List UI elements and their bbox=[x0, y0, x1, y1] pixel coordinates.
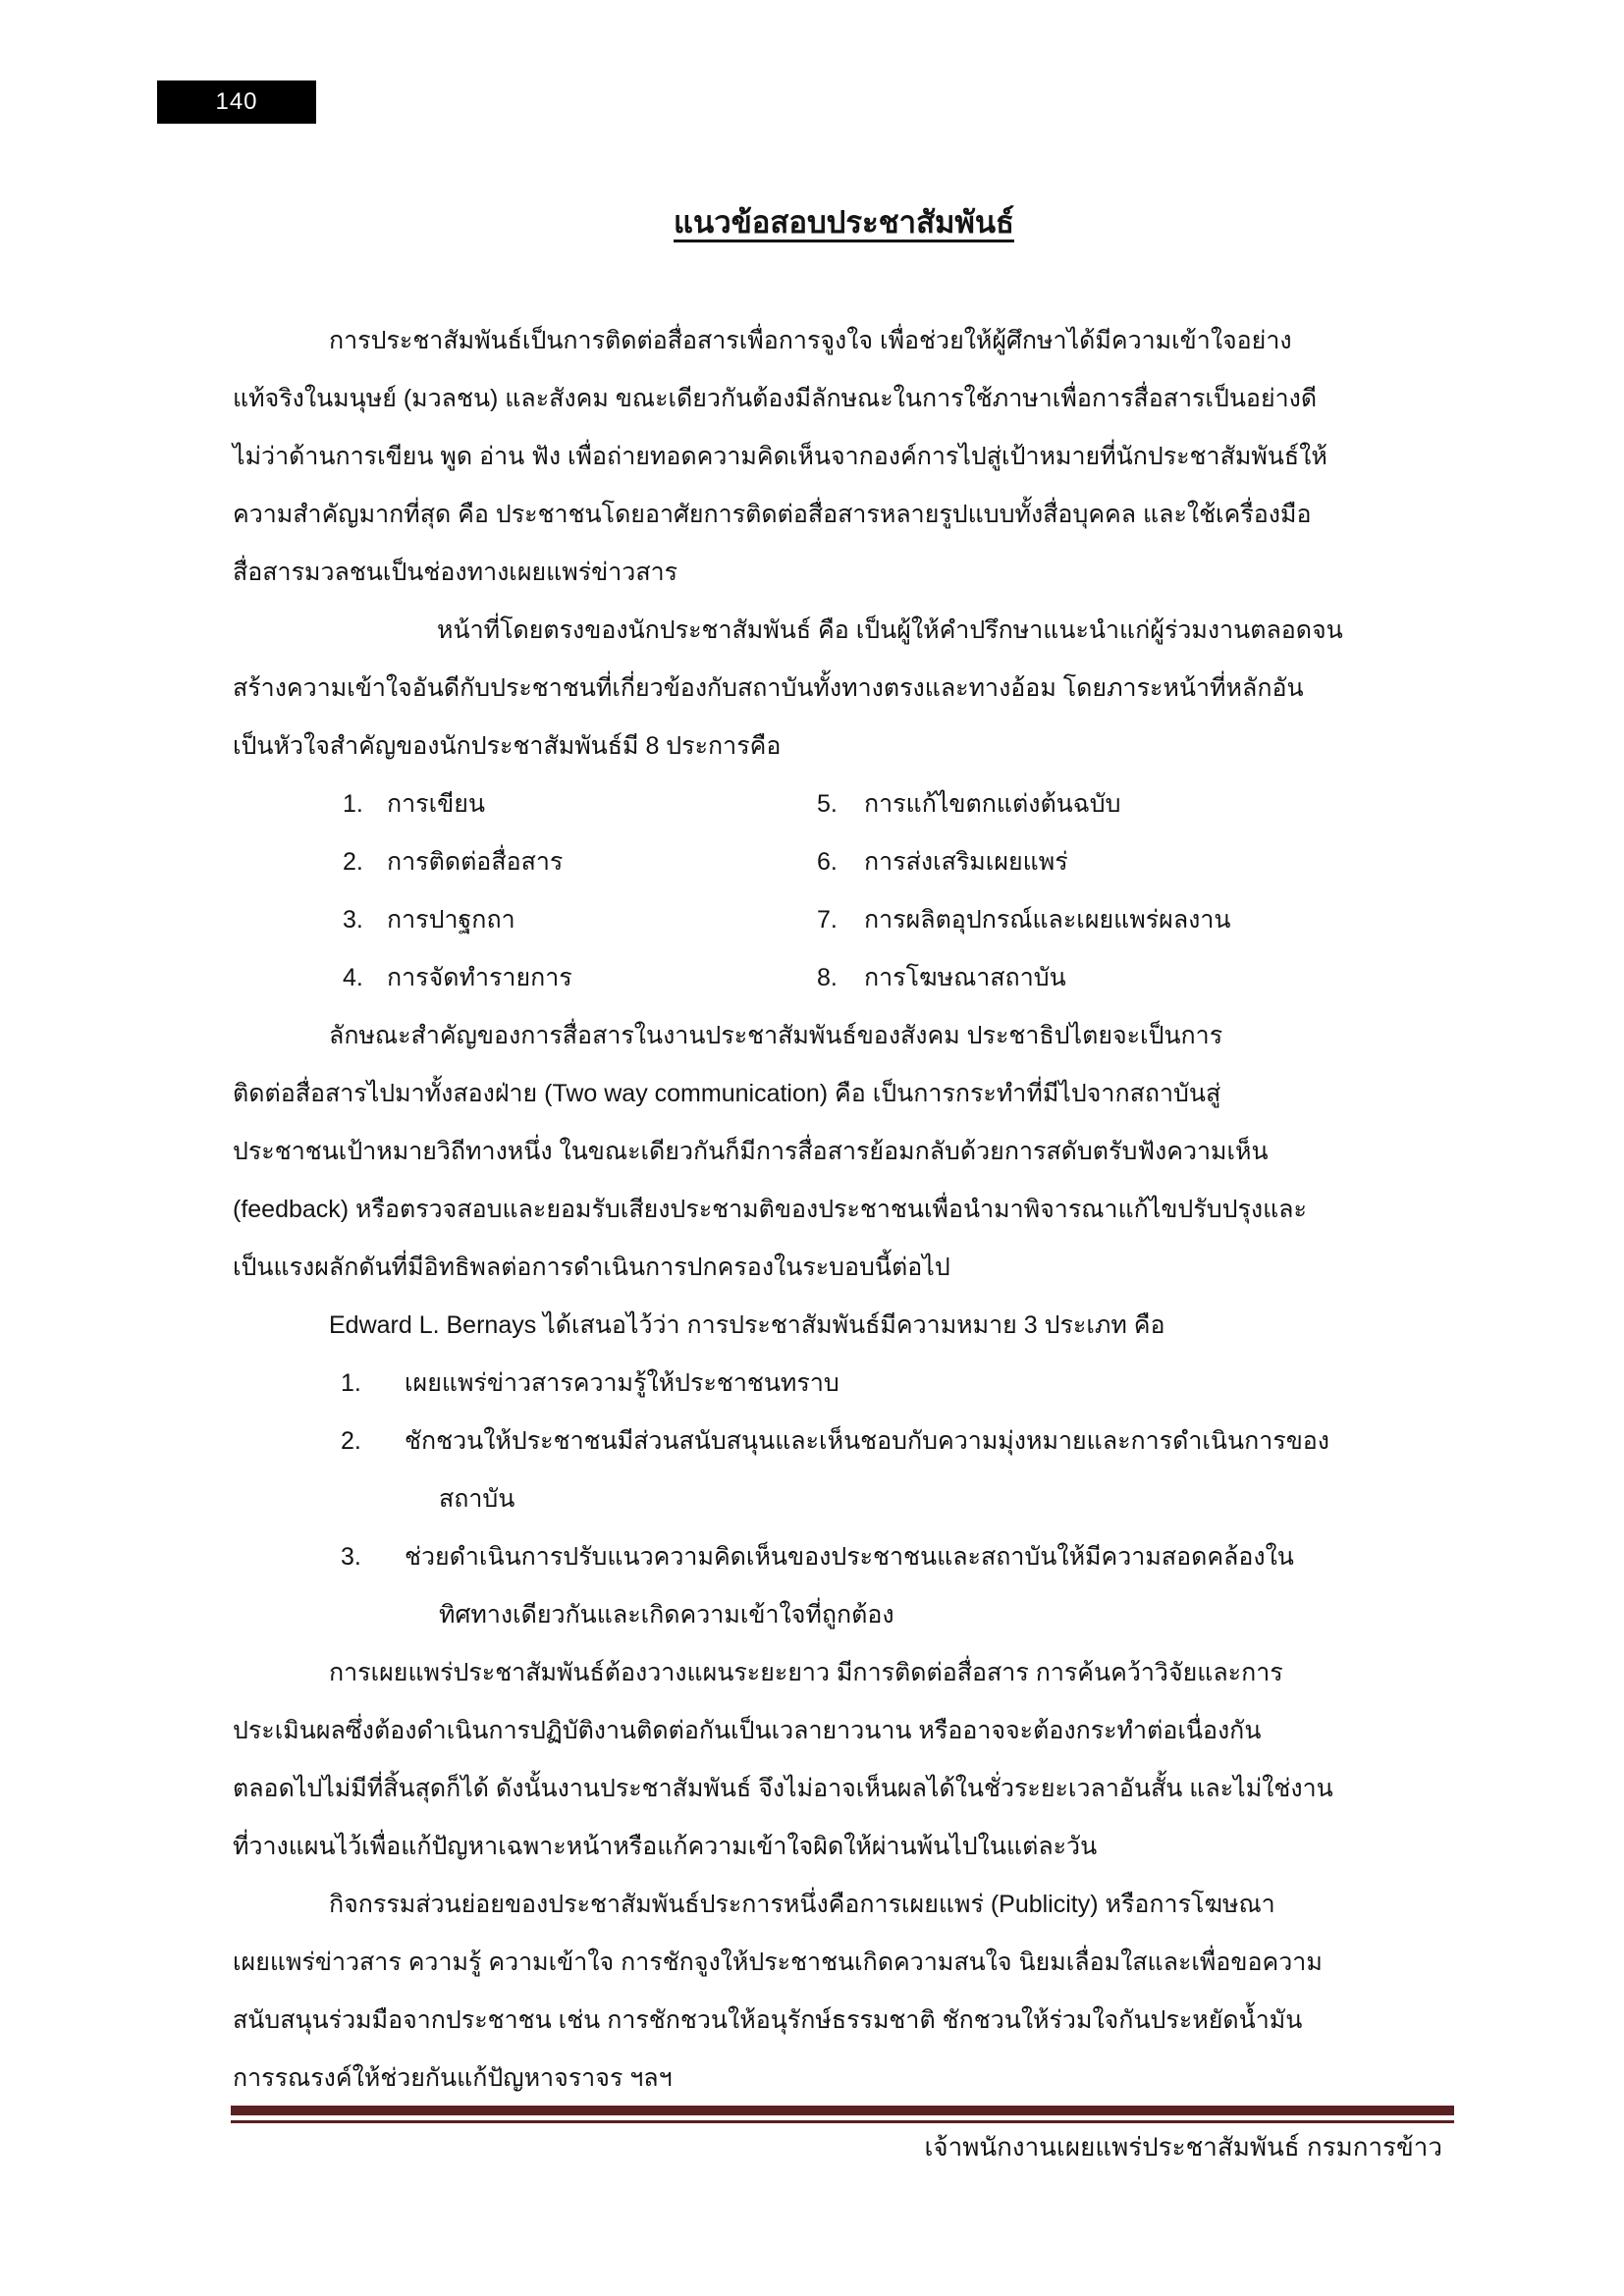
bernays-list-continuation: ทิศทางเดียวกันและเกิดความเข้าใจที่ถูกต้อง bbox=[439, 1601, 894, 1629]
page-number-box bbox=[157, 80, 316, 124]
paragraph-3-line: ลักษณะสำคัญของการสื่อสารในงานประชาสัมพันธ์ของสังคม ประชาธิปไตยจะเป็นการ bbox=[329, 1022, 1223, 1049]
paragraph-6-line: เผยแพร่ข่าวสาร ความรู้ ความเข้าใจ การชักจูงให้ประชาชนเกิดความสนใจ นิยมเลื่อมใสและเพื่อขอความ bbox=[233, 1949, 1323, 1976]
paragraph-3-line: (feedback) หรือตรวจสอบและยอมรับเสียงประชามติของประชาชนเพื่อนำมาพิจารณาแก้ไขปรับปรุงและ bbox=[233, 1196, 1307, 1223]
paragraph-6-line: การรณรงค์ให้ช่วยกันแก้ปัญหาจราจร ฯลฯ bbox=[233, 2064, 673, 2092]
duty-item: การแก้ไขตกแต่งต้นฉบับ bbox=[864, 790, 1121, 818]
paragraph-3-line: ติดต่อสื่อสารไปมาทั้งสองฝ่าย (Two way communication) คือ เป็นการกระทำที่มีไปจากสถาบันสู่ bbox=[233, 1080, 1221, 1107]
duty-item: การติดต่อสื่อสาร bbox=[387, 848, 564, 876]
paragraph-2-line: หน้าที่โดยตรงของนักประชาสัมพันธ์ คือ เป็นผู้ให้คำปรึกษาแนะนำแก่ผู้ร่วมงานตลอดจน bbox=[437, 616, 1343, 644]
duty-number: 5. bbox=[817, 790, 838, 818]
paragraph-1-line: ไม่ว่าด้านการเขียน พูด อ่าน ฟัง เพื่อถ่ายทอดความคิดเห็นจากองค์การไปสู่เป้าหมายที่นักประชาสัมพันธ์ให้ bbox=[233, 443, 1327, 470]
page-number: 140 bbox=[215, 88, 258, 115]
duty-list-row bbox=[233, 949, 1456, 1007]
duty-number: 1. bbox=[343, 790, 363, 818]
paragraph-1-line: แท้จริงในมนุษย์ (มวลชน) และสังคม ขณะเดียวกันต้องมีลักษณะในการใช้ภาษาเพื่อการสื่อสารเป็นอย่างดี bbox=[233, 385, 1318, 412]
paragraph-5-line: ตลอดไปไม่มีที่สิ้นสุดก็ได้ ดังนั้นงานประชาสัมพันธ์ จึงไม่อาจเห็นผลได้ในชั่วระยะเวลาอันสั้น และไม่ใช่งาน bbox=[233, 1775, 1333, 1802]
duty-number: 2. bbox=[343, 848, 363, 876]
paragraph-2-line: สร้างความเข้าใจอันดีกับประชาชนที่เกี่ยวข้องกับสถาบันทั้งทางตรงและทางอ้อม โดยภาระหน้าที่หลักอัน bbox=[233, 674, 1304, 702]
page-title: แนวข้อสอบประชาสัมพันธ์ bbox=[674, 205, 1014, 240]
footer-text: เจ้าพนักงานเผยแพร่ประชาสัมพันธ์ กรมการข้าว bbox=[924, 2132, 1442, 2162]
paragraph-5-line: การเผยแพร่ประชาสัมพันธ์ต้องวางแผนระยะยาว มีการติดต่อสื่อสาร การค้นคว้าวิจัยและการ bbox=[329, 1659, 1283, 1686]
bernays-intro-line: Edward L. Bernays ได้เสนอไว้ว่า การประชาสัมพันธ์มีความหมาย 3 ประเภท คือ bbox=[329, 1311, 1165, 1339]
paragraph-5-line: ที่วางแผนไว้เพื่อแก้ปัญหาเฉพาะหน้าหรือแก้ความเข้าใจผิดให้ผ่านพ้นไปในแต่ละวัน bbox=[233, 1833, 1098, 1860]
list-number: 3. bbox=[341, 1543, 361, 1571]
duty-list-row bbox=[233, 833, 1456, 891]
document-body bbox=[233, 312, 1456, 2108]
duty-number: 7. bbox=[817, 906, 838, 934]
list-text: เผยแพร่ข่าวสารความรู้ให้ประชาชนทราบ bbox=[405, 1369, 839, 1397]
duty-number: 8. bbox=[817, 964, 838, 991]
list-number: 1. bbox=[341, 1369, 361, 1397]
duty-number: 6. bbox=[817, 848, 838, 876]
bernays-list-continuation: สถาบัน bbox=[439, 1485, 515, 1513]
list-text: ชักชวนให้ประชาชนมีส่วนสนับสนุนและเห็นชอบกับความมุ่งหมายและการดำเนินการของ bbox=[405, 1427, 1330, 1455]
paragraph-1-line: สื่อสารมวลชนเป็นช่องทางเผยแพร่ข่าวสาร bbox=[233, 559, 678, 586]
paragraph-3-line: เป็นแรงผลักดันที่มีอิทธิพลต่อการดำเนินการปกครองในระบอบนี้ต่อไป bbox=[233, 1254, 950, 1281]
duty-item: การผลิตอุปกรณ์และเผยแพร่ผลงาน bbox=[864, 906, 1231, 934]
paragraph-6-line: กิจกรรมส่วนย่อยของประชาสัมพันธ์ประการหนึ่งคือการเผยแพร่ (Publicity) หรือการโฆษณา bbox=[329, 1891, 1275, 1918]
paragraph-6-line: สนับสนุนร่วมมือจากประชาชน เช่น การชักชวนให้อนุรักษ์ธรรมชาติ ชักชวนให้ร่วมใจกันประหยัดน้ำมัน bbox=[233, 2006, 1303, 2034]
duty-list-row bbox=[233, 775, 1456, 833]
paragraph-2-line: เป็นหัวใจสำคัญของนักประชาสัมพันธ์มี 8 ประการคือ bbox=[233, 732, 782, 760]
duty-list-row bbox=[233, 891, 1456, 949]
bernays-list-item bbox=[233, 1355, 1456, 1413]
footer-rule-thick bbox=[231, 2106, 1454, 2115]
list-number: 2. bbox=[341, 1427, 361, 1455]
duty-number: 3. bbox=[343, 906, 363, 934]
duty-item: การเขียน bbox=[387, 790, 485, 818]
paragraph-1-line: การประชาสัมพันธ์เป็นการติดต่อสื่อสารเพื่อการจูงใจ เพื่อช่วยให้ผู้ศึกษาได้มีความเข้าใจอย่าง bbox=[329, 327, 1292, 354]
duty-item: การปาฐกถา bbox=[387, 906, 515, 934]
footer-rule-thin bbox=[231, 2120, 1454, 2123]
duty-item: การส่งเสริมเผยแพร่ bbox=[864, 848, 1068, 876]
duty-number: 4. bbox=[343, 964, 363, 991]
duty-item: การโฆษณาสถาบัน bbox=[864, 964, 1066, 991]
paragraph-5-line: ประเมินผลซึ่งต้องดำเนินการปฏิบัติงานติดต่อกันเป็นเวลายาวนาน หรืออาจจะต้องกระทำต่อเนื่องกัน bbox=[233, 1717, 1262, 1744]
paragraph-3-line: ประชาชนเป้าหมายวิถีทางหนึ่ง ในขณะเดียวกันก็มีการสื่อสารย้อมกลับด้วยการสดับตรับฟังความเห็น bbox=[233, 1138, 1269, 1165]
paragraph-1-line: ความสำคัญมากที่สุด คือ ประชาชนโดยอาศัยการติดต่อสื่อสารหลายรูปแบบทั้งสื่อบุคคล และใช้เครื่องมือ bbox=[233, 501, 1312, 528]
bernays-list-item bbox=[233, 1528, 1456, 1586]
duty-item: การจัดทำรายการ bbox=[387, 964, 572, 991]
list-text: ช่วยดำเนินการปรับแนวความคิดเห็นของประชาชนและสถาบันให้มีความสอดคล้องใน bbox=[405, 1543, 1294, 1571]
bernays-list-item bbox=[233, 1413, 1456, 1470]
